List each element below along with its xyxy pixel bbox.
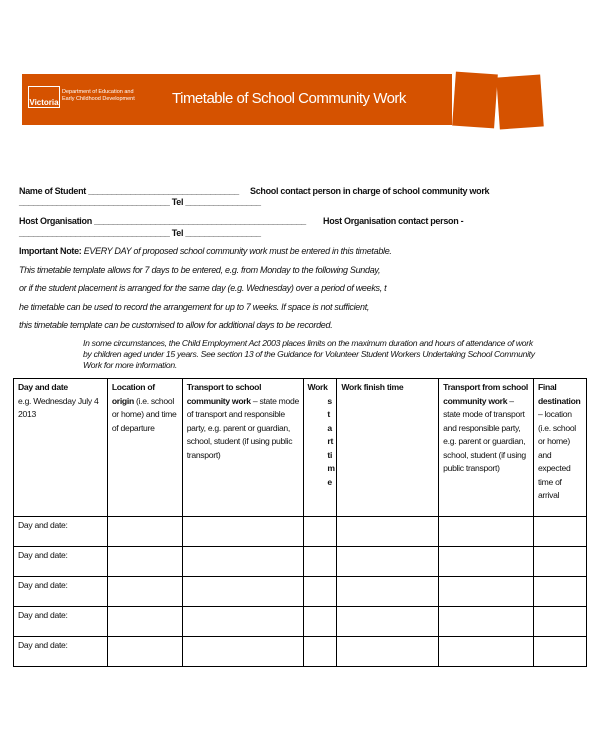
cell[interactable] — [439, 637, 534, 667]
cell[interactable] — [533, 547, 586, 577]
school-contact-tel-field[interactable]: ________________________________ Tel ________________ — [19, 197, 261, 207]
table-header-row — [14, 379, 587, 517]
host-contact-tel-field[interactable]: ________________________________ Tel ________________ — [19, 228, 261, 238]
decorative-square — [452, 72, 498, 129]
header-location-origin: Location of origin (i.e. school or home) and time of departure — [107, 379, 182, 517]
cell[interactable] — [533, 517, 586, 547]
day-date-cell[interactable]: Day and date: — [14, 607, 108, 637]
cell[interactable] — [304, 607, 337, 637]
cell[interactable] — [439, 517, 534, 547]
department-name: Department of Education and Early Childhood Development — [62, 89, 135, 102]
act-note-line: Work for more information. — [83, 360, 177, 370]
cell[interactable] — [533, 607, 586, 637]
cell[interactable] — [337, 607, 439, 637]
header-transport-to: Transport to school community work – state mode of transport and responsible party, e.g. parent or guardian, school, student (if using public transport) — [182, 379, 304, 517]
cell[interactable] — [337, 637, 439, 667]
page-title: Timetable of School Community Work — [172, 90, 406, 107]
note-line: this timetable template can be customised to allow for additional days to be recorded. — [19, 320, 333, 330]
day-date-cell[interactable]: Day and date: — [14, 517, 108, 547]
school-contact-label: School contact person in charge of school community work — [250, 186, 490, 196]
cell[interactable] — [107, 547, 182, 577]
cell[interactable] — [533, 637, 586, 667]
note-line: or if the student placement is arranged for the same day (e.g. Wednesday) over a period of weeks, t — [19, 283, 387, 293]
cell[interactable] — [439, 607, 534, 637]
cell[interactable] — [337, 577, 439, 607]
cell[interactable] — [439, 547, 534, 577]
decorative-square — [496, 75, 544, 130]
header-work-finish: Work finish time — [337, 379, 439, 517]
cell[interactable] — [182, 577, 304, 607]
host-contact-label: Host Organisation contact person - — [323, 216, 464, 226]
table-row — [14, 637, 587, 667]
host-organisation-field[interactable]: Host Organisation _____________________________________________ — [19, 216, 306, 226]
header-work-start: Work start time — [304, 379, 337, 517]
cell[interactable] — [533, 577, 586, 607]
note-label: Important Note: — [19, 246, 82, 256]
name-of-student-field[interactable]: Name of Student ________________________________ — [19, 186, 239, 196]
important-note — [19, 246, 392, 256]
act-note-line: In some circumstances, the Child Employment Act 2003 places limits on the maximum duration and hours of attendance of work — [83, 338, 533, 348]
cell[interactable] — [337, 517, 439, 547]
logo-text: Victoria — [29, 98, 59, 107]
cell[interactable] — [182, 517, 304, 547]
day-date-cell[interactable]: Day and date: — [14, 577, 108, 607]
header-transport-from: Transport from school community work – state mode of transport and responsible party, e.g. parent or guardian, school, student (if using public transport) — [439, 379, 534, 517]
cell[interactable] — [304, 517, 337, 547]
note-text: EVERY DAY of proposed school community work must be entered in this timetable. — [83, 246, 392, 256]
cell[interactable] — [182, 637, 304, 667]
cell[interactable] — [304, 577, 337, 607]
cell[interactable] — [107, 577, 182, 607]
cell[interactable] — [182, 547, 304, 577]
cell[interactable] — [107, 607, 182, 637]
note-line: he timetable can be used to record the arrangement for up to 7 weeks. If space is not sufficient, — [19, 302, 370, 312]
header-final-destination: Final destination – location (i.e. school or home) and expected time of arrival — [533, 379, 586, 517]
day-date-cell[interactable]: Day and date: — [14, 547, 108, 577]
table-row — [14, 517, 587, 547]
timetable — [13, 378, 587, 667]
table-row — [14, 547, 587, 577]
table-row — [14, 607, 587, 637]
header-banner — [22, 74, 452, 125]
day-date-cell[interactable]: Day and date: — [14, 637, 108, 667]
cell[interactable] — [337, 547, 439, 577]
cell[interactable] — [439, 577, 534, 607]
table-row — [14, 577, 587, 607]
cell[interactable] — [304, 547, 337, 577]
cell[interactable] — [182, 607, 304, 637]
cell[interactable] — [304, 637, 337, 667]
cell[interactable] — [107, 637, 182, 667]
cell[interactable] — [107, 517, 182, 547]
note-line: This timetable template allows for 7 days to be entered, e.g. from Monday to the following Sunday, — [19, 265, 381, 275]
victoria-logo — [28, 86, 60, 108]
act-note-line: by children aged under 15 years. See section 13 of the Guidance for Volunteer Student Workers Undertaking School Community — [83, 349, 535, 359]
header-day-date: Day and date e.g. Wednesday July 4 2013 — [14, 379, 108, 517]
